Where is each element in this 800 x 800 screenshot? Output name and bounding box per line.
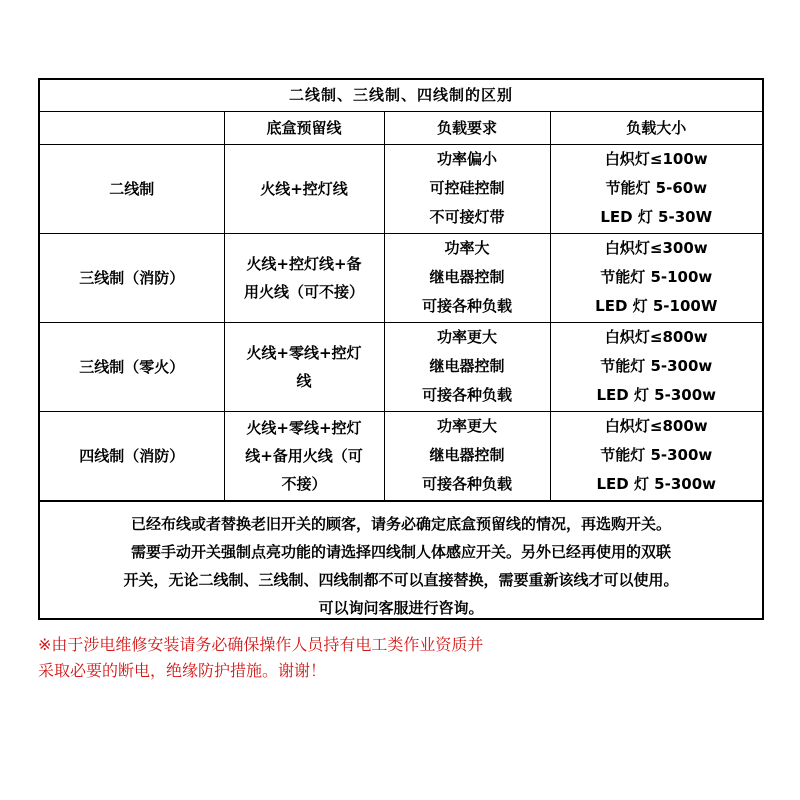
box-wiring-line: 火线+零线+控灯 <box>246 418 362 437</box>
load-requirement-line: 继电器控制 <box>429 446 505 464</box>
load-requirement-line: 功率大 <box>444 239 490 257</box>
load-size-line: 白炽灯≤800w <box>604 328 708 346</box>
load-requirement <box>384 411 550 500</box>
note-line: 需要手动开关强制点亮功能的请选择四线制人体感应开关。另外已经再使用的双联 <box>130 542 671 561</box>
box-wiring <box>224 144 384 233</box>
note-line: 可以询问客服进行咨询。 <box>318 598 484 617</box>
box-wiring <box>224 411 384 500</box>
header-box-wiring: 底盒预留线 <box>224 111 384 144</box>
load-requirement-line: 可接各种负载 <box>421 386 512 404</box>
load-size-line: 节能灯 5-300w <box>600 446 713 464</box>
box-wiring-line: 不接） <box>281 474 327 493</box>
load-requirement <box>384 144 550 233</box>
wire-type: 二线制 <box>40 144 224 233</box>
load-size-line: 节能灯 5-100w <box>600 268 713 286</box>
box-wiring-line: 线+备用火线（可 <box>245 446 363 465</box>
load-size <box>550 322 762 411</box>
table-title: 二线制、三线制、四线制的区别 <box>40 80 762 111</box>
load-requirement-line: 功率更大 <box>436 417 497 435</box>
load-size-line: 白炽灯≤100w <box>604 150 708 168</box>
load-size-line: LED 灯 5-300w <box>596 475 717 493</box>
table-row <box>40 233 762 322</box>
box-wiring-line: 用火线（可不接） <box>243 282 364 301</box>
load-requirement-line: 可接各种负载 <box>421 475 512 493</box>
load-size <box>550 144 762 233</box>
wire-type: 三线制（零火） <box>40 322 224 411</box>
wiring-comparison-table <box>40 80 762 501</box>
note-line: 开关，无论二线制、三线制、四线制都不可以直接替换，需要重新该线才可以使用。 <box>123 570 679 589</box>
load-size-line: 节能灯 5-60w <box>605 179 708 197</box>
purchase-note <box>40 501 762 621</box>
load-size <box>550 411 762 500</box>
load-requirement-line: 功率偏小 <box>436 150 497 168</box>
table-header-row <box>40 111 762 144</box>
header-load-size: 负载大小 <box>550 111 762 144</box>
load-size <box>550 233 762 322</box>
load-requirement-line: 功率更大 <box>436 328 497 346</box>
note-line: 已经布线或者替换老旧开关的顾客，请务必确定底盒预留线的情况，再选购开关。 <box>130 514 671 533</box>
comparison-sheet <box>38 78 764 620</box>
load-size-line: 节能灯 5-300w <box>600 357 713 375</box>
load-requirement-line: 继电器控制 <box>429 268 505 286</box>
load-size-line: 白炽灯≤800w <box>604 417 708 435</box>
load-size-line: LED 灯 5-300w <box>596 386 717 404</box>
box-wiring-line: 火线+控灯线+备 <box>246 254 362 273</box>
load-size-line: 白炽灯≤300w <box>604 239 708 257</box>
table-title-row <box>40 80 762 111</box>
box-wiring <box>224 233 384 322</box>
table-row <box>40 144 762 233</box>
load-requirement <box>384 233 550 322</box>
box-wiring <box>224 322 384 411</box>
load-requirement-line: 继电器控制 <box>429 357 505 375</box>
load-size-line: LED 灯 5-30W <box>600 208 713 226</box>
box-wiring-line: 火线+零线+控灯 <box>246 343 362 362</box>
wire-type: 三线制（消防） <box>40 233 224 322</box>
box-wiring-line: 火线+控灯线 <box>260 179 348 198</box>
warning-line: 采取必要的断电，绝缘防护措施。谢谢！ <box>38 661 327 680</box>
safety-warning <box>38 632 764 684</box>
load-requirement-line: 可接各种负载 <box>421 297 512 315</box>
wire-type: 四线制（消防） <box>40 411 224 500</box>
load-size-line: LED 灯 5-100W <box>595 297 718 315</box>
header-load-requirement: 负载要求 <box>384 111 550 144</box>
header-empty <box>40 111 224 144</box>
warning-line: ※由于涉电维修安装请务必确保操作人员持有电工类作业资质并 <box>38 635 484 654</box>
load-requirement-line: 不可接灯带 <box>429 208 505 226</box>
box-wiring-line: 线 <box>296 371 312 390</box>
table-row <box>40 411 762 500</box>
load-requirement <box>384 322 550 411</box>
load-requirement-line: 可控硅控制 <box>429 179 505 197</box>
table-row <box>40 322 762 411</box>
